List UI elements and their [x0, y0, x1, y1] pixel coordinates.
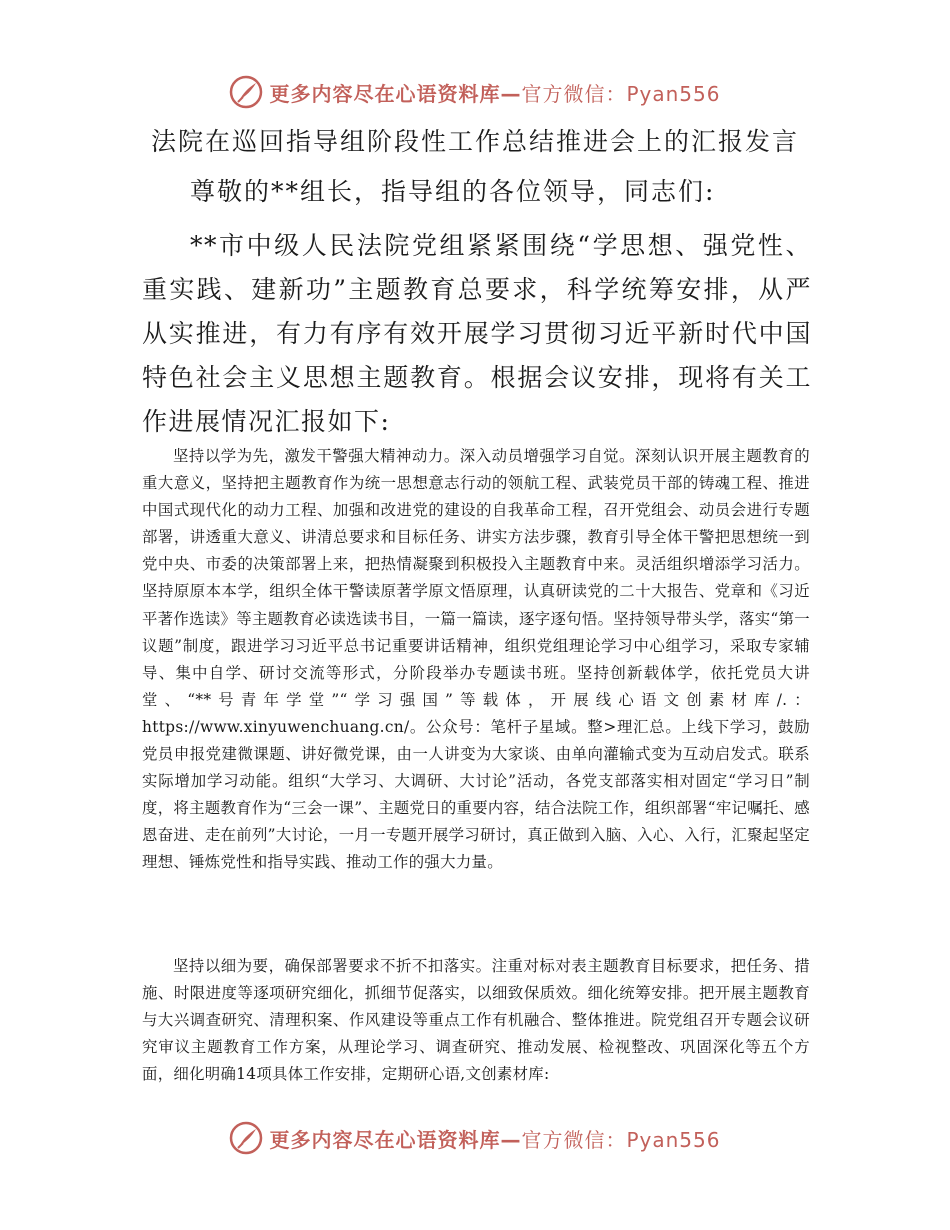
top-watermark-banner	[0, 72, 950, 112]
banner-wechat: 官方微信：Pyan556	[521, 1127, 721, 1152]
intro-paragraph: **市中级人民法院党组紧紧围绕“学思想、强党性、重实践、建新功”主题教育总要求，科学统筹安排，从严从实推进，有力有序有效开展学习贯彻习近平新时代中国特色社会主义思想主题教育。根据会议安排，现将有关工作进展情况汇报如下:	[142, 231, 812, 436]
banner-text: 更多内容尽在心语资料库—	[269, 1127, 522, 1152]
body-paragraph-1: 坚持以学为先，激发干警强大精神动力。深入动员增强学习自觉。深刻认识开展主题教育的重大意义，坚持把主题教育作为统一思想意志行动的领航工程、武装党员干部的铸魂工程、推进中国式现代化的动力工程、加强和改进党的建设的自我革命工程，召开党组会、动员会进行专题部署，讲透重大意义、讲清总要求和目标任务、讲实方法步骤，教育引导全体干警把思想统一到党中央、市委的决策部署上来，把热情凝聚到积极投入主题教育中来。灵活组织增添学习活力。坚持原原本本学，组织全体干警读原著学原文悟原理，认真研读党的二十大报告、党章和《习近平著作选读》等主题教育必读选读书目，一篇一篇读，逐字逐句悟。坚持领导带头学，落实“第一议题”制度，跟进学习习近平总书记重要讲话精神，组织党组理论学习中心组学习，采取专家辅导、集中自学、研讨交流等形式，分阶段举办专题读书班。坚持创新载体学，依托党员大讲堂、“**号青年学堂”“学习强国”等载体，开展线心语文创素材库/.：https://www.xinyuwenchuang.cn/。公众号：笔杆子星域。整>理汇总。上线下学习，鼓励党员申报党建微课题、讲好微党课，由一人讲变为大家谈、由单向灌输式变为互动启发式。联系实际增加学习动能。组织“大学习、大调研、大讨论”活动，各党支部落实相对固定“学习日”制度，将主题教育作为“三会一课”、主题党日的重要内容，结合法院工作，组织部署“牢记嘱托、感恩奋进、走在前列”大讨论，一月一专题开展学习研讨，真正做到入脑、入心、入行，汇聚起坚定理想、锤炼党性和指导实践、推动工作的强大力量。	[142, 447, 810, 872]
feather-logo-icon	[229, 1121, 263, 1155]
banner-text: 更多内容尽在心语资料库—	[269, 81, 522, 106]
bottom-watermark-banner	[0, 1118, 950, 1158]
banner-wechat: 官方微信：Pyan556	[521, 81, 721, 106]
body-paragraph-2: 坚持以细为要，确保部署要求不折不扣落实。注重对标对表主题教育目标要求，把任务、措施、时限进度等逐项研究细化，抓细节促落实，以细致保质效。细化统筹安排。把开展主题教育与大兴调查研究、清理积案、作风建设等重点工作有机融合、整体推进。院党组召开专题会议研究审议主题教育工作方案，从理论学习、调查研究、推动发展、检视整改、巩固深化等五个方面，细化明确14项具体工作安排，定期研心语,文创素材库:	[142, 957, 810, 1084]
feather-logo-icon	[229, 75, 263, 109]
salutation: 尊敬的**组长，指导组的各位领导，同志们:	[190, 177, 716, 206]
document-title: 法院在巡回指导组阶段性工作总结推进会上的汇报发言	[150, 127, 799, 156]
